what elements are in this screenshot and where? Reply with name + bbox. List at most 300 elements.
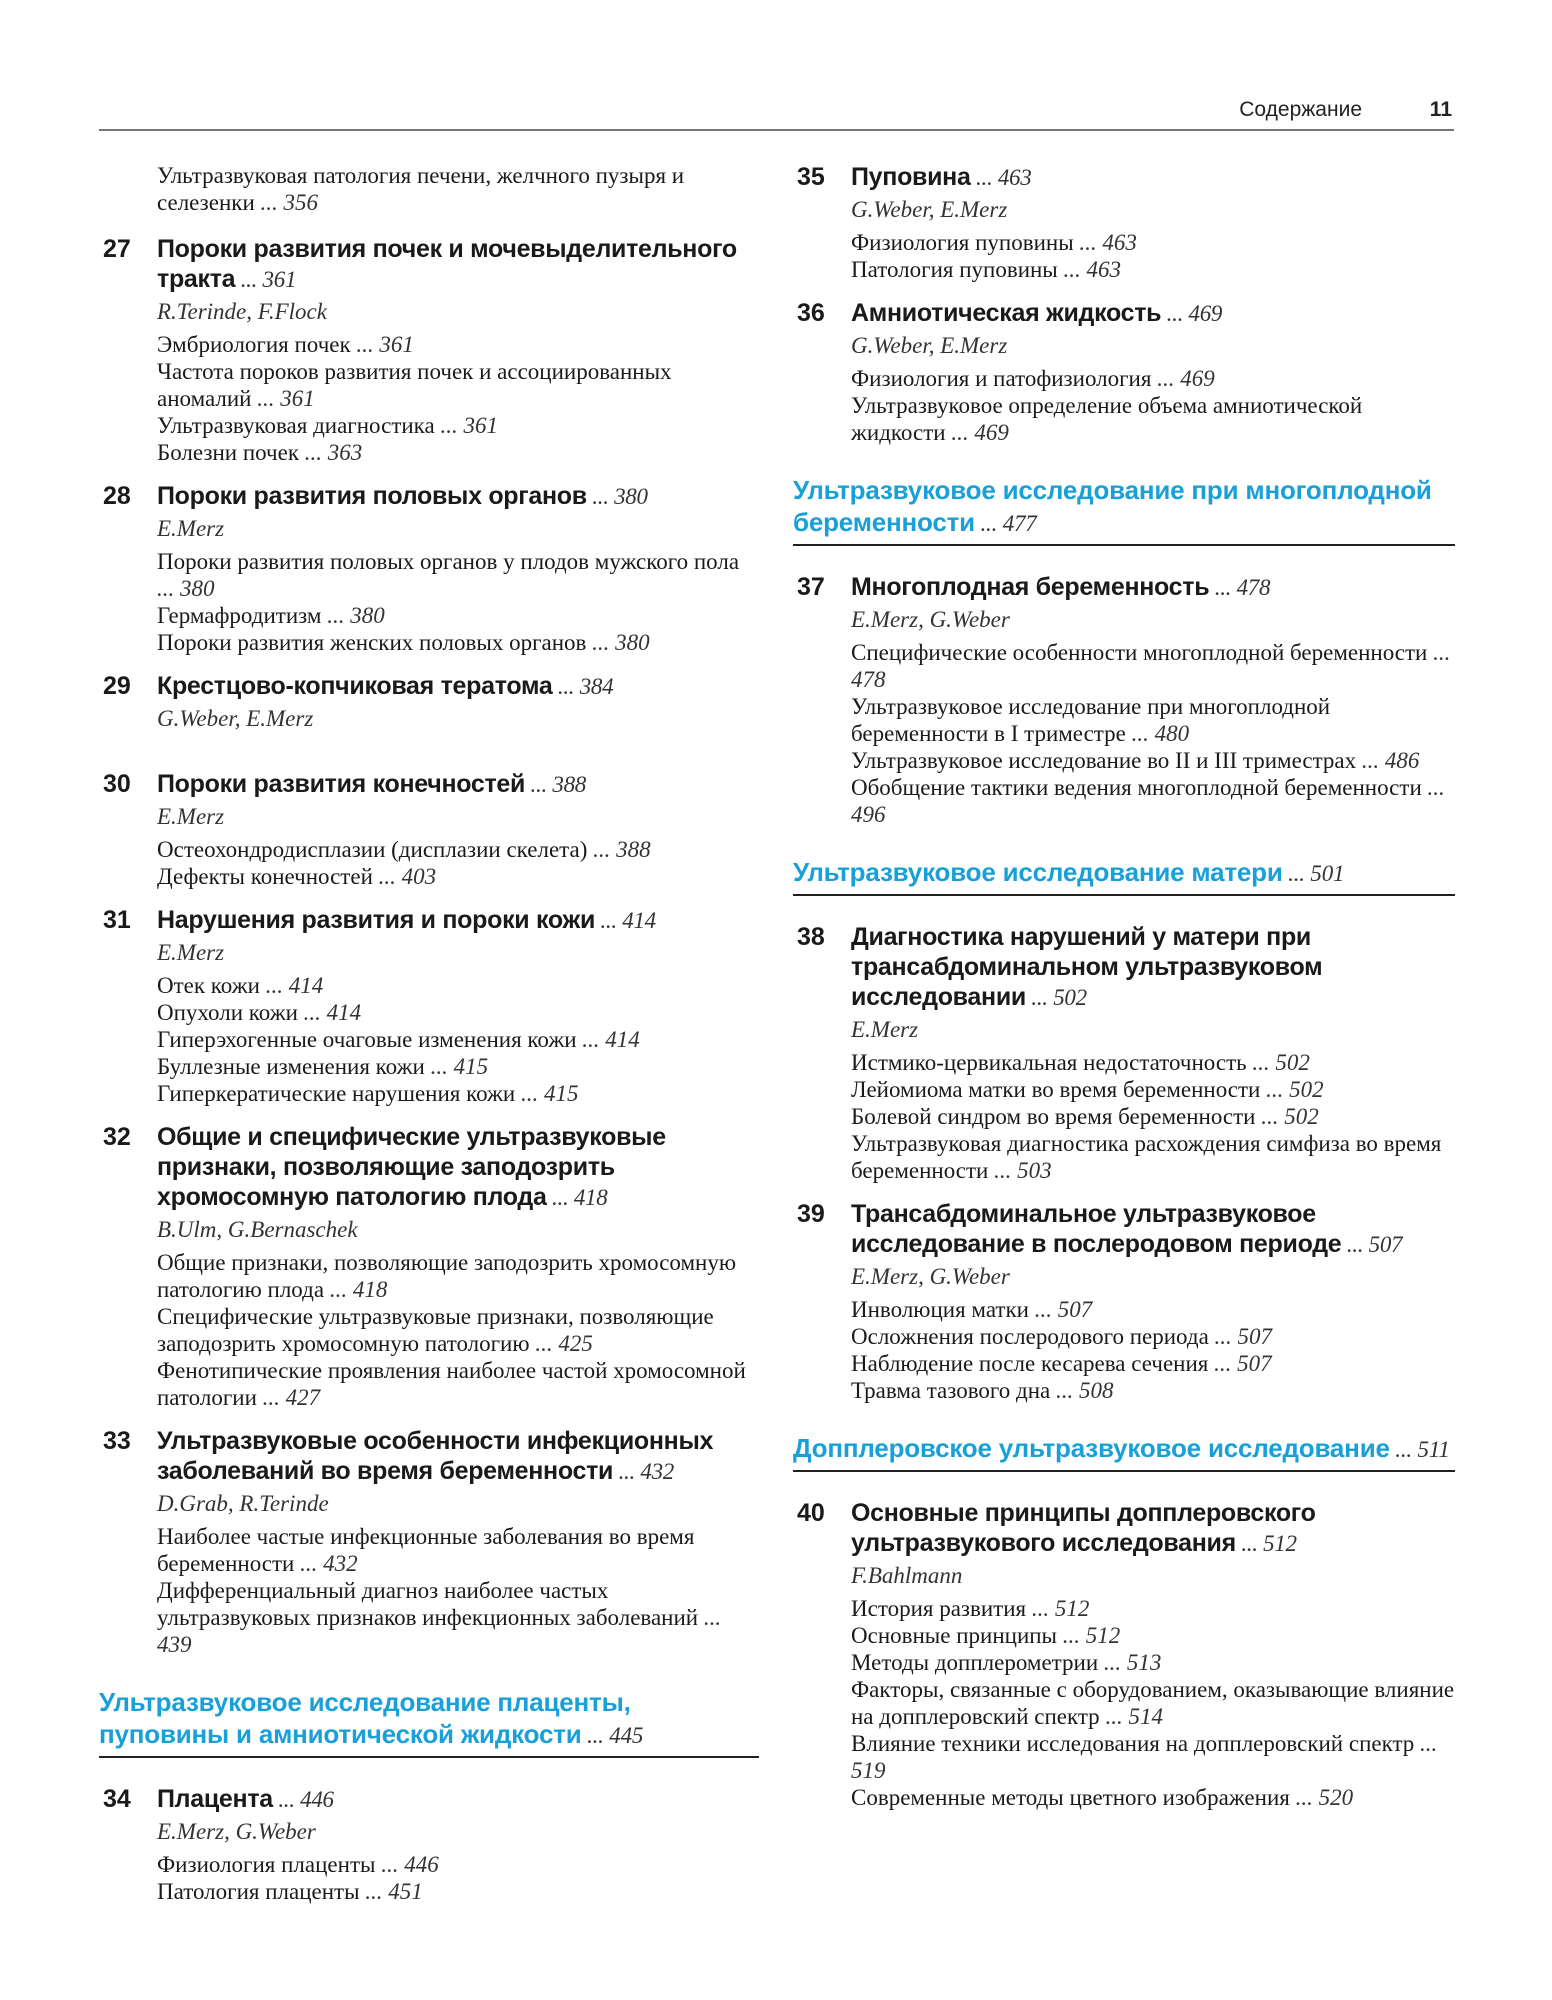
toc-chapter-30	[99, 769, 759, 890]
chapter-number: 32	[103, 1123, 131, 1151]
toc-entry	[851, 1649, 1455, 1676]
toc-entry	[157, 999, 759, 1026]
toc-chapter-28	[99, 481, 759, 656]
chapter-title	[851, 1199, 1455, 1260]
page-ref-number: 463	[1086, 257, 1122, 282]
page-ref: ... 502	[1260, 1077, 1324, 1102]
toc-entry-text: Патология пуповины	[851, 257, 1058, 282]
page-ref: ... 380	[586, 630, 650, 655]
chapter-title-text: Пороки развития половых органов	[157, 482, 587, 510]
toc-entry	[157, 1026, 759, 1053]
page-ref-number: 486	[1384, 748, 1420, 773]
toc-entry	[157, 1080, 759, 1107]
page-ref-number: 432	[323, 1551, 358, 1576]
toc-entry	[851, 1323, 1455, 1350]
page-ref-number: 361	[280, 386, 315, 411]
toc-entry-text: Патология плаценты	[157, 1879, 360, 1904]
toc-entry	[157, 602, 759, 629]
chapter-title	[157, 234, 759, 295]
toc-chapter-35	[793, 162, 1455, 283]
chapter-number: 31	[103, 906, 131, 934]
chapter-number: 33	[103, 1427, 131, 1455]
page-ref: ... 361	[235, 267, 297, 292]
page-ref-number: 415	[453, 1054, 489, 1079]
page-ref: ... 503	[988, 1158, 1052, 1183]
page-ref-number: 427	[285, 1385, 321, 1410]
toc-entry-list	[851, 1595, 1455, 1811]
page-ref: ... 415	[515, 1081, 579, 1106]
toc-entry-text: Болевой синдром во время беременности	[851, 1104, 1256, 1129]
page-ref: ... 463	[1057, 257, 1122, 282]
chapter-number: 30	[103, 770, 131, 798]
chapter-authors: E.Merz, G.Weber	[851, 607, 1010, 632]
chapter-title	[851, 922, 1455, 1013]
toc-entry	[851, 229, 1455, 256]
toc-chapter-38	[793, 922, 1455, 1184]
page-ref: ... 388	[587, 837, 651, 862]
toc-entry	[157, 1577, 759, 1658]
page-ref-number: 503	[1017, 1158, 1052, 1183]
page-ref: ... 388	[525, 772, 586, 797]
toc-entry-list	[851, 639, 1455, 828]
toc-entry	[851, 1377, 1455, 1404]
toc-entry	[851, 1784, 1455, 1811]
page-ref: ... 363	[299, 440, 363, 465]
chapter-title	[851, 162, 1455, 193]
page-ref-number: 520	[1318, 1785, 1354, 1810]
page-ref-number: 511	[1417, 1437, 1450, 1462]
toc-entry-text: Современные методы цветного изображения	[851, 1785, 1290, 1810]
toc-entry-list	[851, 229, 1455, 283]
page-ref-number: 501	[1310, 861, 1345, 886]
page-ref: ... 480	[1125, 721, 1190, 746]
toc-entry-text: Эмбриология почек	[157, 332, 351, 357]
toc-entry	[851, 1730, 1455, 1784]
header-rule	[99, 129, 1454, 131]
page-ref-number: 512	[1263, 1531, 1297, 1556]
toc-chapter-32	[99, 1122, 759, 1411]
page-ref-number: 502	[1275, 1050, 1310, 1075]
toc-entry-text: Ультразвуковое определение объема амниотической жидкости	[851, 393, 1363, 445]
page-ref-number: 496	[851, 802, 886, 827]
page-ref: ... 519	[851, 1731, 1438, 1783]
chapter-title-text: Плацента	[157, 1785, 273, 1813]
toc-entry	[851, 1103, 1455, 1130]
page-ref-number: 388	[616, 837, 651, 862]
page-ref-number: 384	[579, 674, 614, 699]
section-title	[99, 1686, 759, 1752]
page-ref: ... 507	[1341, 1232, 1403, 1257]
chapter-title-text: Ультразвуковые особенности инфекционных заболеваний во время беременности	[157, 1427, 714, 1485]
toc-entry	[157, 836, 759, 863]
page-ref-number: 469	[974, 420, 1009, 445]
toc-entry	[157, 1851, 759, 1878]
page-ref: ... 511	[1389, 1437, 1450, 1462]
toc-entry	[851, 256, 1455, 283]
toc-entry	[851, 392, 1455, 446]
chapter-title-text: Крестцово-копчиковая тератома	[157, 672, 553, 700]
toc-entry-text: Буллезные изменения кожи	[157, 1054, 425, 1079]
toc-entry	[157, 548, 759, 602]
page-ref: ... 502	[1255, 1104, 1319, 1129]
toc-entry-text: Дефекты конечностей	[157, 864, 373, 889]
page-ref: ... 501	[1282, 861, 1345, 886]
toc-chapter-33	[99, 1426, 759, 1658]
section-title-text: Допплеровское ультразвуковое исследование	[793, 1433, 1390, 1463]
page-ref-number: 356	[283, 190, 318, 215]
chapter-number: 35	[797, 163, 825, 191]
page-ref-number: 380	[614, 484, 648, 509]
page-ref-number: 380	[615, 630, 650, 655]
page-ref: ... 432	[613, 1459, 674, 1484]
page-ref: ... 380	[586, 484, 648, 509]
chapter-authors: R.Terinde, F.Flock	[157, 299, 327, 324]
toc-entry-text: Физиология пуповины	[851, 230, 1074, 255]
toc-entry	[157, 358, 759, 412]
section-title	[793, 1432, 1455, 1466]
page-ref: ... 478	[851, 640, 1451, 692]
toc-entry	[157, 1053, 759, 1080]
page-ref-number: 469	[1188, 301, 1223, 326]
page-ref-number: 507	[1237, 1324, 1273, 1349]
section-title-text: Ультразвуковое исследование при многоплодной беременности	[793, 475, 1432, 537]
page-ref: ... 469	[945, 420, 1009, 445]
toc-entry-text: Истмико-цервикальная недостаточность	[851, 1050, 1247, 1075]
toc-entry-text: Частота пороков развития почек и ассоциированных аномалий	[157, 359, 672, 411]
toc-left-column	[99, 162, 759, 1920]
page-ref: ... 513	[1098, 1650, 1162, 1675]
toc-entry-text: Фенотипические проявления наиболее частой хромосомной патологии	[157, 1358, 746, 1410]
page-ref-number: 388	[552, 772, 586, 797]
toc-chapter-34	[99, 1784, 759, 1905]
chapter-title-text: Диагностика нарушений у матери при трансабдоминальном ультразвуковом исследовании	[851, 923, 1323, 1011]
chapter-number: 34	[103, 1785, 131, 1813]
toc-entry-text: Пороки развития половых органов у плодов мужского пола	[157, 549, 740, 574]
page-ref: ... 496	[851, 775, 1445, 827]
page-ref: ... 361	[434, 413, 498, 438]
chapter-authors: G.Weber, E.Merz	[851, 197, 1008, 222]
page-ref-number: 507	[1237, 1351, 1272, 1376]
chapter-title-text: Амниотическая жидкость	[851, 299, 1162, 327]
page-ref-number: 414	[288, 973, 324, 998]
page-ref: ... 512	[1235, 1531, 1297, 1556]
chapter-authors: F.Bahlmann	[851, 1563, 963, 1588]
toc-entry-text: Специфические ультразвуковые признаки, позволяющие заподозрить хромосомную патологию	[157, 1304, 714, 1356]
toc-chapter-40	[793, 1498, 1455, 1811]
page-ref-number: 445	[609, 1723, 644, 1748]
page-ref: ... 445	[581, 1723, 644, 1748]
toc-entry-list	[157, 836, 759, 890]
toc-entry-text: Отек кожи	[157, 973, 260, 998]
toc-entry	[851, 774, 1455, 828]
section-title	[793, 856, 1455, 890]
page-ref: ... 477	[974, 511, 1037, 536]
toc-entry-text: Дифференциальный диагноз наиболее частых ультразвуковых признаков инфекционных заболеваний	[157, 1578, 699, 1630]
page-ref: ... 356	[254, 190, 318, 215]
toc-chapter-39	[793, 1199, 1455, 1404]
toc-entry	[157, 629, 759, 656]
toc-entry-text: Специфические особенности многоплодной беременности	[851, 640, 1428, 665]
page-ref-number: 414	[326, 1000, 362, 1025]
toc-entry-text: Травма тазового дна	[851, 1378, 1051, 1403]
toc-entry-text: Лейомиома матки во время беременности	[851, 1077, 1261, 1102]
page-ref-number: 403	[401, 864, 437, 889]
page-ref-number: 361	[262, 267, 297, 292]
toc-entry	[851, 1130, 1455, 1184]
page-ref: ... 469	[1161, 301, 1223, 326]
section-title	[793, 474, 1455, 540]
toc-entry	[157, 412, 759, 439]
toc-section-heading	[793, 1432, 1455, 1472]
page-ref: ... 361	[251, 386, 315, 411]
toc-continuation	[99, 162, 759, 216]
chapter-number: 38	[797, 923, 825, 951]
toc-entry-text: Факторы, связанные с оборудованием, оказывающие влияние на допплеровский спектр	[851, 1677, 1455, 1729]
page-ref-number: 507	[1057, 1297, 1093, 1322]
page-ref-number: 463	[1102, 230, 1137, 255]
page-ref: ... 414	[297, 1000, 362, 1025]
page-ref: ... 380	[321, 603, 385, 628]
toc-entry-text: Методы допплерометрии	[851, 1650, 1099, 1675]
toc-entry	[157, 1303, 759, 1357]
page-ref-number: 514	[1128, 1704, 1163, 1729]
page-ref: ... 414	[259, 973, 324, 998]
toc-chapter-37	[793, 572, 1455, 828]
toc-entry-text: Основные принципы	[851, 1623, 1058, 1648]
chapter-authors: E.Merz	[157, 940, 225, 965]
toc-entry-text: Наиболее частые инфекционные заболевания во время беременности	[157, 1524, 695, 1576]
page-ref-number: 478	[1236, 575, 1271, 600]
toc-entry-text: Гермафродитизм	[157, 603, 322, 628]
page-ref: ... 446	[272, 1787, 334, 1812]
toc-chapter-31	[99, 905, 759, 1107]
chapter-title-text: Трансабдоминальное ультразвуковое исследование в послеродовом периоде	[851, 1200, 1342, 1258]
chapter-title-text: Нарушения развития и пороки кожи	[157, 906, 596, 934]
toc-entry	[157, 1249, 759, 1303]
toc-entry-text: Осложнения послеродового периода	[851, 1324, 1209, 1349]
chapter-number: 39	[797, 1200, 825, 1228]
toc-entry	[851, 1676, 1455, 1730]
page-number: 11	[1429, 98, 1452, 121]
page-ref: ... 425	[529, 1331, 593, 1356]
page-ref: ... 507	[1028, 1297, 1093, 1322]
page-ref-number: 480	[1154, 721, 1190, 746]
toc-entry	[851, 639, 1455, 693]
page-ref: ... 384	[552, 674, 614, 699]
page-ref-number: 380	[350, 603, 385, 628]
page-ref: ... 507	[1208, 1351, 1272, 1376]
section-title-text: Ультразвуковое исследование плаценты, пуповины и амниотической жидкости	[99, 1687, 631, 1749]
chapter-title-text: Пуповина	[851, 163, 971, 191]
page-ref: ... 380	[157, 576, 215, 601]
page-ref: ... 463	[970, 165, 1032, 190]
chapter-authors: G.Weber, E.Merz	[157, 706, 314, 731]
chapter-title	[157, 1784, 759, 1815]
toc-entry-list	[157, 1851, 759, 1905]
page-ref: ... 415	[424, 1054, 489, 1079]
page-ref: ... 512	[1057, 1623, 1121, 1648]
toc-entry-text: Пороки развития женских половых органов	[157, 630, 587, 655]
toc-chapter-27	[99, 234, 759, 466]
chapter-title	[157, 671, 759, 702]
chapter-number: 27	[103, 235, 131, 263]
toc-entry	[851, 1350, 1455, 1377]
page-ref-number: 512	[1085, 1623, 1121, 1648]
toc-entry-list	[157, 162, 759, 216]
toc-entry-text: Остеохондродисплазии (дисплазии скелета)	[157, 837, 588, 862]
page-ref-number: 502	[1053, 985, 1087, 1010]
toc-entry-list	[157, 972, 759, 1107]
page-ref-number: 380	[180, 576, 215, 601]
chapter-title-text: Общие и специфические ультразвуковые признаки, позволяющие заподозрить хромосомную патологию плода	[157, 1123, 666, 1211]
toc-right-column	[793, 162, 1455, 1826]
page-ref: ... 414	[576, 1027, 640, 1052]
toc-chapter-29	[99, 671, 759, 733]
toc-entry	[851, 1076, 1455, 1103]
toc-entry-text: Инволюция матки	[851, 1297, 1029, 1322]
toc-entry-text: Болезни почек	[157, 440, 299, 465]
chapter-title-text: Пороки развития почек и мочевыделительного тракта	[157, 235, 737, 293]
page-ref: ... 514	[1099, 1704, 1163, 1729]
chapter-number: 37	[797, 573, 825, 601]
chapter-title-text: Многоплодная беременность	[851, 573, 1210, 601]
toc-entry	[157, 1523, 759, 1577]
chapter-number: 28	[103, 482, 131, 510]
chapter-authors: B.Ulm, G.Bernaschek	[157, 1217, 358, 1242]
toc-entry-text: Ультразвуковое исследование при многоплодной беременности в I триместре	[851, 694, 1331, 746]
toc-entry-text: Гиперкератические нарушения кожи	[157, 1081, 516, 1106]
section-title-text: Ультразвуковое исследование матери	[793, 857, 1283, 887]
page-ref-number: 418	[573, 1185, 608, 1210]
chapter-authors: E.Merz, G.Weber	[851, 1264, 1010, 1289]
toc-entry-text: Влияние техники исследования на допплеровский спектр	[851, 1731, 1415, 1756]
toc-entry	[157, 162, 759, 216]
toc-entry	[851, 365, 1455, 392]
chapter-title	[157, 1426, 759, 1487]
page-ref-number: 512	[1054, 1596, 1090, 1621]
toc-entry-list	[157, 1523, 759, 1658]
page-ref-number: 502	[1284, 1104, 1319, 1129]
page-ref: ... 427	[256, 1385, 321, 1410]
page-ref: ... 520	[1289, 1785, 1354, 1810]
chapter-title	[157, 481, 759, 512]
page-ref-number: 478	[851, 667, 886, 692]
page-ref: ... 508	[1050, 1378, 1114, 1403]
page-ref: ... 418	[546, 1185, 608, 1210]
chapter-title	[157, 1122, 759, 1213]
page-ref-number: 432	[640, 1459, 674, 1484]
chapter-authors: E.Merz	[157, 804, 225, 829]
toc-entry	[157, 972, 759, 999]
toc-entry-text: Ультразвуковое исследование во II и III триместрах	[851, 748, 1357, 773]
chapter-number: 40	[797, 1499, 825, 1527]
page-ref-number: 477	[1002, 511, 1037, 536]
page-ref-number: 361	[379, 332, 414, 357]
page-ref-number: 414	[622, 908, 656, 933]
page-ref-number: 446	[404, 1852, 439, 1877]
toc-entry-text: Общие признаки, позволяющие заподозрить хромосомную патологию плода	[157, 1250, 737, 1302]
toc-entry-list	[157, 331, 759, 466]
page-ref: ... 478	[1209, 575, 1271, 600]
toc-section-heading	[793, 856, 1455, 896]
page-ref-number: 361	[463, 413, 498, 438]
chapter-title	[157, 769, 759, 800]
page-ref: ... 451	[359, 1879, 423, 1904]
page-ref: ... 403	[372, 864, 437, 889]
page-ref-number: 469	[1180, 366, 1215, 391]
page-ref-number: 513	[1126, 1650, 1162, 1675]
chapter-authors: E.Merz, G.Weber	[157, 1819, 316, 1844]
toc-entry	[851, 1595, 1455, 1622]
page-ref-number: 507	[1368, 1232, 1403, 1257]
toc-entry-text: Ультразвуковая патология печени, желчного пузыря и селезенки	[157, 163, 685, 215]
page-ref: ... 439	[157, 1605, 722, 1657]
chapter-title	[851, 1498, 1455, 1559]
page-ref: ... 418	[324, 1277, 388, 1302]
toc-entry-list	[157, 1249, 759, 1411]
page-ref-number: 363	[327, 440, 363, 465]
chapter-title	[851, 298, 1455, 329]
page-ref-number: 414	[605, 1027, 640, 1052]
toc-entry-text: Ультразвуковая диагностика расхождения симфиза во время беременности	[851, 1131, 1442, 1183]
page-ref: ... 486	[1356, 748, 1420, 773]
toc-entry-text: История развития	[851, 1596, 1027, 1621]
toc-entry-text: Опухоли кожи	[157, 1000, 298, 1025]
page-ref-number: 508	[1078, 1378, 1114, 1403]
toc-entry-text: Физиология и патофизиология	[851, 366, 1152, 391]
toc-entry-text: Наблюдение после кесарева сечения	[851, 1351, 1209, 1376]
toc-entry-list	[851, 1049, 1455, 1184]
page-ref-number: 425	[558, 1331, 593, 1356]
toc-entry-list	[851, 365, 1455, 446]
toc-entry	[851, 693, 1455, 747]
chapter-title-text: Пороки развития конечностей	[157, 770, 526, 798]
running-header-title: Содержание	[1239, 98, 1362, 121]
page-ref: ... 446	[375, 1852, 439, 1877]
toc-entry	[851, 1622, 1455, 1649]
page-ref: ... 463	[1073, 230, 1137, 255]
page-ref-number: 502	[1289, 1077, 1324, 1102]
page-ref-number: 463	[997, 165, 1032, 190]
page-ref: ... 502	[1025, 985, 1087, 1010]
chapter-authors: E.Merz	[157, 516, 225, 541]
toc-entry-text: Гиперэхогенные очаговые изменения кожи	[157, 1027, 577, 1052]
page-ref-number: 519	[851, 1758, 886, 1783]
page-ref-number: 418	[352, 1277, 388, 1302]
toc-chapter-36	[793, 298, 1455, 446]
toc-entry-text: Физиология плаценты	[157, 1852, 376, 1877]
chapter-title-text: Основные принципы допплеровского ультразвукового исследования	[851, 1499, 1316, 1557]
toc-section-heading	[99, 1686, 759, 1758]
page-ref: ... 507	[1208, 1324, 1273, 1349]
page-ref-number: 451	[388, 1879, 423, 1904]
page-ref: ... 469	[1151, 366, 1215, 391]
page-ref: ... 361	[350, 332, 414, 357]
chapter-authors: G.Weber, E.Merz	[851, 333, 1008, 358]
toc-entry	[851, 1049, 1455, 1076]
toc-entry	[157, 863, 759, 890]
chapter-number: 36	[797, 299, 825, 327]
chapter-number: 29	[103, 672, 131, 700]
toc-entry	[157, 439, 759, 466]
page-ref: ... 512	[1026, 1596, 1090, 1621]
toc-entry	[157, 1878, 759, 1905]
chapter-authors: D.Grab, R.Terinde	[157, 1491, 329, 1516]
page-ref: ... 502	[1246, 1050, 1310, 1075]
page-ref-number: 439	[157, 1632, 192, 1657]
chapter-authors: E.Merz	[851, 1017, 919, 1042]
toc-section-heading	[793, 474, 1455, 546]
